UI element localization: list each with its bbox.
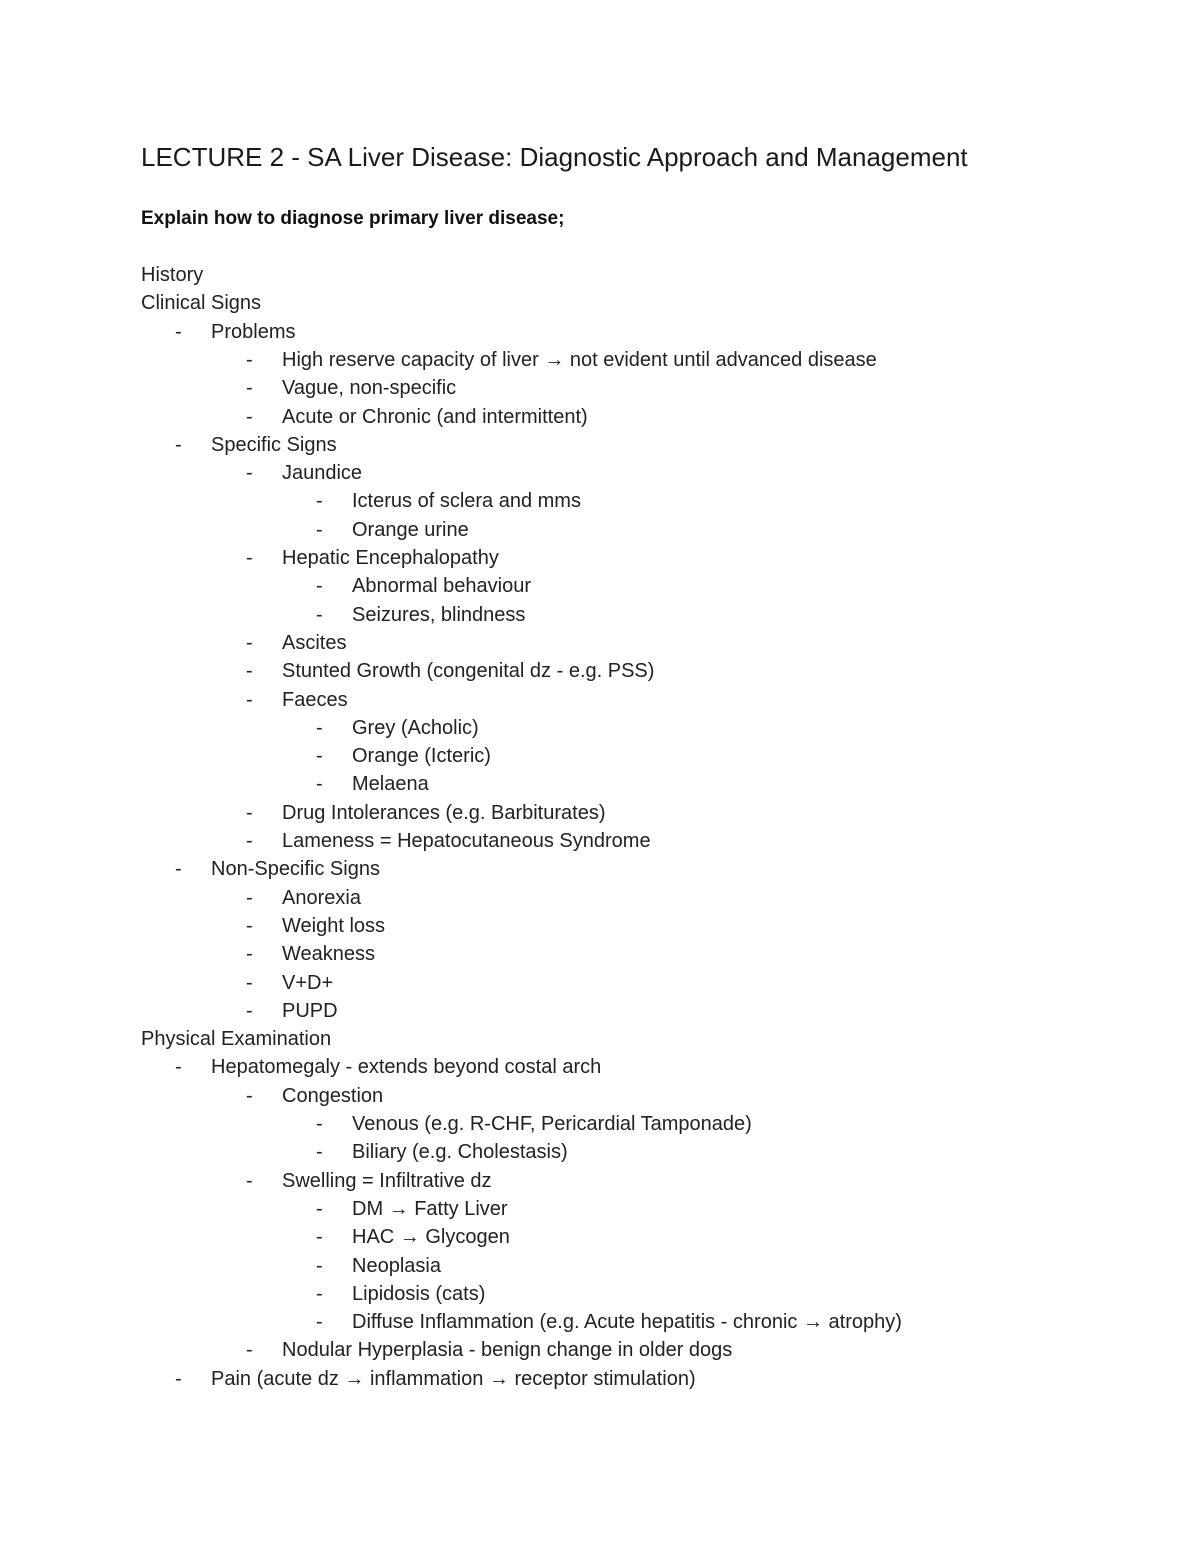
outline-item: Weakness [282, 943, 376, 966]
bullet-dash: - [246, 631, 253, 654]
outline-item: DM → Fatty Liver [352, 1197, 508, 1220]
bullet-dash: - [246, 1084, 253, 1107]
bullet-dash: - [316, 1254, 323, 1277]
outline-item: Problems [211, 320, 296, 343]
bullet-dash: - [246, 660, 253, 683]
outline-item: Acute or Chronic (and intermittent) [282, 405, 588, 428]
bullet-dash: - [316, 716, 323, 739]
outline-item: Diffuse Inflammation (e.g. Acute hepatitis - chronic → atrophy) [352, 1311, 902, 1334]
section-heading: Clinical Signs [141, 292, 262, 315]
bullet-dash: - [246, 971, 253, 994]
bullet-dash: - [316, 1226, 323, 1249]
bullet-dash: - [316, 1197, 323, 1220]
bullet-dash: - [246, 462, 253, 485]
outline-item: Congestion [282, 1084, 384, 1107]
outline-item: Venous (e.g. R-CHF, Pericardial Tamponade) [352, 1113, 752, 1135]
outline-item: HAC → Glycogen [352, 1226, 510, 1249]
bullet-dash: - [175, 320, 182, 343]
bullet-dash: - [316, 1311, 323, 1334]
bullet-dash: - [316, 1113, 323, 1135]
bullet-dash: - [175, 1367, 182, 1390]
outline-item: Stunted Growth (congenital dz - e.g. PSS) [282, 660, 655, 683]
bullet-dash: - [316, 575, 323, 598]
bullet-dash: - [175, 1056, 182, 1079]
outline-item: Ascites [282, 631, 347, 654]
outline-item: Abnormal behaviour [352, 575, 531, 598]
bullet-dash: - [246, 405, 253, 428]
outline-item: Specific Signs [211, 433, 337, 456]
bullet-dash: - [316, 745, 323, 768]
learning-objective-heading: Explain how to diagnose primary liver disease; [141, 208, 565, 229]
section-heading: History [141, 264, 204, 286]
outline-item: Weight loss [282, 914, 386, 937]
bullet-dash: - [246, 914, 253, 937]
outline-item: High reserve capacity of liver → not evident until advanced disease [282, 348, 877, 371]
bullet-dash: - [246, 801, 253, 824]
outline-item: Vague, non-specific [282, 377, 457, 400]
bullet-dash: - [246, 886, 253, 909]
bullet-dash: - [246, 943, 253, 966]
outline-item: Non-Specific Signs [211, 858, 380, 881]
bullet-dash: - [246, 377, 253, 400]
bullet-dash: - [246, 688, 253, 711]
outline-item: Hepatomegaly - extends beyond costal arch [211, 1056, 602, 1079]
bullet-dash: - [246, 547, 253, 569]
outline-item: Lipidosis (cats) [352, 1282, 486, 1305]
bullet-dash: - [316, 1141, 323, 1164]
bullet-dash: - [246, 348, 253, 371]
outline-item: Lameness = Hepatocutaneous Syndrome [282, 830, 651, 852]
bullet-dash: - [246, 999, 253, 1022]
outline-item: Faeces [282, 688, 348, 711]
outline-item: Orange urine [352, 518, 469, 541]
bullet-dash: - [246, 1169, 253, 1192]
outline-item: Hepatic Encephalopathy [282, 547, 499, 569]
outline-item: Icterus of sclera and mms [352, 490, 581, 513]
outline-item: Biliary (e.g. Cholestasis) [352, 1141, 568, 1164]
page-title: LECTURE 2 - SA Liver Disease: Diagnostic Approach and Management [141, 142, 968, 172]
outline-item: Orange (Icteric) [352, 745, 491, 768]
section-heading: Physical Examination [141, 1028, 332, 1051]
bullet-dash: - [246, 830, 253, 852]
outline-item: Pain (acute dz → inflammation → receptor stimulation) [211, 1367, 696, 1390]
bullet-dash: - [175, 433, 182, 456]
outline-item: Melaena [352, 773, 429, 796]
bullet-dash: - [316, 490, 323, 513]
outline-item: V+D+ [282, 971, 334, 994]
outline-item: Seizures, blindness [352, 603, 526, 626]
bullet-dash: - [316, 773, 323, 796]
outline-item: Jaundice [282, 462, 363, 485]
bullet-dash: - [316, 603, 323, 626]
outline-item: Anorexia [282, 886, 361, 909]
outline-item: Grey (Acholic) [352, 716, 479, 739]
outline-item: Nodular Hyperplasia - benign change in older dogs [282, 1339, 733, 1362]
outline-item: Swelling = Infiltrative dz [282, 1169, 492, 1192]
bullet-dash: - [246, 1339, 253, 1362]
bullet-dash: - [175, 858, 182, 881]
bullet-dash: - [316, 518, 323, 541]
outline-item: Drug Intolerances (e.g. Barbiturates) [282, 801, 606, 824]
outline-item: Neoplasia [352, 1254, 441, 1277]
bullet-dash: - [316, 1282, 323, 1305]
outline-item: PUPD [282, 999, 338, 1022]
